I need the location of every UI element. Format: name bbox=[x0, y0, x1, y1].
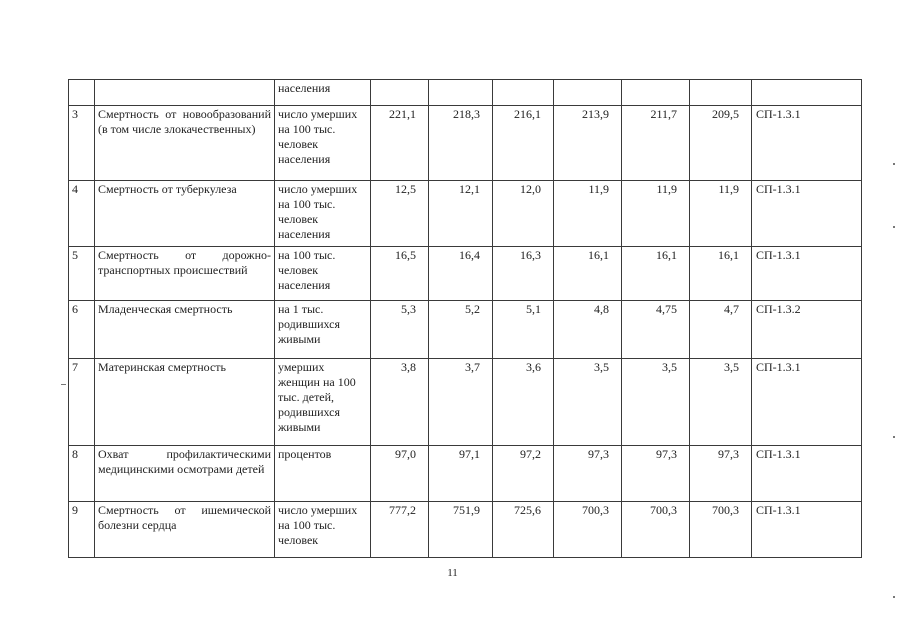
value-cell bbox=[554, 80, 622, 106]
table-row bbox=[69, 181, 862, 247]
table-body bbox=[69, 80, 862, 558]
value-cell: 213,9 bbox=[554, 106, 622, 181]
row-number-cell bbox=[69, 80, 95, 106]
value-cell: 725,6 bbox=[493, 502, 554, 558]
value-cell: 16,1 bbox=[690, 247, 752, 301]
value-cell: 97,1 bbox=[429, 446, 493, 502]
value-cell: 218,3 bbox=[429, 106, 493, 181]
value-cell: 16,4 bbox=[429, 247, 493, 301]
code-cell: СП-1.3.1 bbox=[752, 106, 862, 181]
row-number-cell: 4 bbox=[69, 181, 95, 247]
value-cell: 97,2 bbox=[493, 446, 554, 502]
value-cell: 97,3 bbox=[554, 446, 622, 502]
unit-cell: число умерших на 100 тыс. человек населения bbox=[275, 181, 371, 247]
value-cell: 4,8 bbox=[554, 301, 622, 359]
indicator-cell: Смертность от туберкулеза bbox=[95, 181, 275, 247]
unit-cell: населения bbox=[275, 80, 371, 106]
value-cell bbox=[690, 80, 752, 106]
value-cell: 3,5 bbox=[622, 359, 690, 446]
value-cell: 16,3 bbox=[493, 247, 554, 301]
table-row bbox=[69, 106, 862, 181]
value-cell: 97,0 bbox=[371, 446, 429, 502]
scan-speck bbox=[61, 384, 66, 385]
code-cell bbox=[752, 80, 862, 106]
indicator-cell: Материнская смертность bbox=[95, 359, 275, 446]
table-row bbox=[69, 359, 862, 446]
unit-cell: число умерших на 100 тыс. человек bbox=[275, 502, 371, 558]
value-cell: 12,1 bbox=[429, 181, 493, 247]
indicator-cell: Охват профилактическими медицинскими осмотрами детей bbox=[95, 446, 275, 502]
value-cell: 3,5 bbox=[554, 359, 622, 446]
code-cell: СП-1.3.2 bbox=[752, 301, 862, 359]
page-number: 11 bbox=[447, 567, 458, 579]
code-cell: СП-1.3.1 bbox=[752, 446, 862, 502]
table-row bbox=[69, 247, 862, 301]
value-cell bbox=[371, 80, 429, 106]
value-cell: 700,3 bbox=[554, 502, 622, 558]
value-cell bbox=[622, 80, 690, 106]
value-cell: 11,9 bbox=[690, 181, 752, 247]
value-cell: 16,1 bbox=[554, 247, 622, 301]
indicator-cell: Смертность от дорожно-транспортных происшествий bbox=[95, 247, 275, 301]
unit-cell: на 1 тыс. родившихся живыми bbox=[275, 301, 371, 359]
value-cell: 97,3 bbox=[622, 446, 690, 502]
table-row bbox=[69, 301, 862, 359]
value-cell: 216,1 bbox=[493, 106, 554, 181]
value-cell: 16,5 bbox=[371, 247, 429, 301]
value-cell: 211,7 bbox=[622, 106, 690, 181]
indicator-cell: Младенческая смертность bbox=[95, 301, 275, 359]
value-cell: 11,9 bbox=[622, 181, 690, 247]
scan-speck bbox=[893, 596, 895, 598]
row-number-cell: 8 bbox=[69, 446, 95, 502]
value-cell: 5,1 bbox=[493, 301, 554, 359]
row-number-cell: 5 bbox=[69, 247, 95, 301]
value-cell: 97,3 bbox=[690, 446, 752, 502]
value-cell: 11,9 bbox=[554, 181, 622, 247]
unit-cell: число умерших на 100 тыс. человек населения bbox=[275, 106, 371, 181]
row-number-cell: 9 bbox=[69, 502, 95, 558]
code-cell: СП-1.3.1 bbox=[752, 502, 862, 558]
value-cell: 16,1 bbox=[622, 247, 690, 301]
value-cell: 3,7 bbox=[429, 359, 493, 446]
indicator-cell: Смертность от новообразований (в том числе злокачественных) bbox=[95, 106, 275, 181]
value-cell: 751,9 bbox=[429, 502, 493, 558]
value-cell: 777,2 bbox=[371, 502, 429, 558]
unit-cell: умерших женщин на 100 тыс. детей, родившихся живыми bbox=[275, 359, 371, 446]
unit-cell: процентов bbox=[275, 446, 371, 502]
value-cell: 12,0 bbox=[493, 181, 554, 247]
value-cell: 5,2 bbox=[429, 301, 493, 359]
row-number-cell: 3 bbox=[69, 106, 95, 181]
code-cell: СП-1.3.1 bbox=[752, 247, 862, 301]
value-cell bbox=[429, 80, 493, 106]
value-cell: 3,6 bbox=[493, 359, 554, 446]
scan-speck bbox=[893, 226, 895, 228]
value-cell: 4,75 bbox=[622, 301, 690, 359]
row-number-cell: 7 bbox=[69, 359, 95, 446]
row-number-cell: 6 bbox=[69, 301, 95, 359]
table-row bbox=[69, 502, 862, 558]
value-cell: 700,3 bbox=[622, 502, 690, 558]
value-cell bbox=[493, 80, 554, 106]
unit-cell: на 100 тыс. человек населения bbox=[275, 247, 371, 301]
value-cell: 3,5 bbox=[690, 359, 752, 446]
value-cell: 209,5 bbox=[690, 106, 752, 181]
code-cell: СП-1.3.1 bbox=[752, 181, 862, 247]
value-cell: 3,8 bbox=[371, 359, 429, 446]
value-cell: 12,5 bbox=[371, 181, 429, 247]
code-cell: СП-1.3.1 bbox=[752, 359, 862, 446]
scan-speck bbox=[893, 163, 895, 165]
value-cell: 4,7 bbox=[690, 301, 752, 359]
value-cell: 221,1 bbox=[371, 106, 429, 181]
table-row bbox=[69, 446, 862, 502]
value-cell: 700,3 bbox=[690, 502, 752, 558]
scan-speck bbox=[893, 436, 895, 438]
table-row-continuation bbox=[69, 80, 862, 106]
indicator-cell bbox=[95, 80, 275, 106]
value-cell: 5,3 bbox=[371, 301, 429, 359]
indicator-cell: Смертность от ишемической болезни сердца bbox=[95, 502, 275, 558]
indicators-table bbox=[68, 79, 862, 558]
